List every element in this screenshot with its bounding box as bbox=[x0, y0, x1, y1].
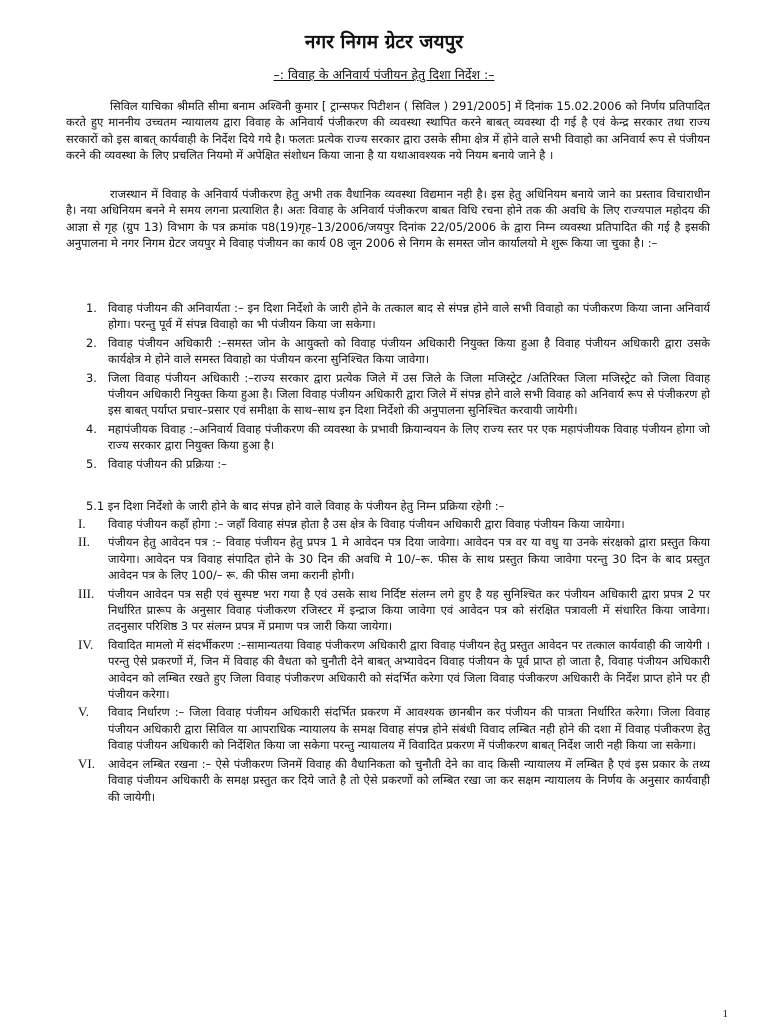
list-item-text: आवेदन लम्बित रखना :– ऐसे पंजीकरण जिनमें विवाह की वैधानिकता को चुनौती देने का वाद किसी न्यायालय में लम्बित है एवं इस प्रकार के तथ्य विवाह पंजीयन अधिकारी के समक्ष प्रस्तुत कर दिये जाते है तो ऐसे प्रकरणों को लम्बित रखा जा कर सक्षम न्यायालय के निर्णय के अनुसार कार्यवाही की जायेगी। bbox=[108, 756, 710, 804]
list-item-text: पंजीयन आवेदन पत्र सही एवं सुस्पष्ट भरा गया है एवं उसके साथ निर्दिष्ट संलग्न लगे हुए है यह सुनिश्चित कर पंजीयन अधिकारी द्वारा प्रपत्र 2 पर निर्धारित प्रारूप के अनुसार विवाह पंजीकरण रजिस्टर में इन्द्राज किया जावेगा एवं आवेदन पत्र को संरक्षित पत्रावली में संधारित किया जावेगा। तदनुसार परिशिष्ठ 3 पर संलग्न प्रपत्र में प्रमाण पत्र जारी किया जायेगा। bbox=[108, 586, 710, 634]
procedure-subheading: 5.1 इन दिशा निर्देशो के जारी होने के बाद संपन्न होने वाले विवाह के पंजीयन हेतु निम्न प्रक्रिया रहेगी :– bbox=[86, 499, 505, 513]
intro-paragraph-2: राजस्थान में विवाह के अनिवार्य पंजीकरण हेतु अभी तक वैधानिक व्यवस्था विद्यमान नही है। इस हेतु अधिनियम बनाये जाने का प्रस्ताव विचाराधीन है। नया अधिनियम बनने मे समय लगना प्रत्याशित है। अतः विवाह के अनिवार्य पंजीकरण बाबत विधि रचना होने तक की अवधि के लिए राज्यपाल महोदय की आज्ञा से गृह (ग्रुप 13) विभाग के पत्र क्रमांक प8(19)गृह–13/2006/जयपुर दिनांक 22/05/2006 के द्वारा निम्न व्यवस्था प्रतिपादित की गई है इसकी अनुपालना मे नगर निगम ग्रेटर जयपुर मे विवाह पंजीयन का कार्य 08 जून 2006 से निगम के समस्त जोन कार्यालयो मे शुरू किया जा चुका है। :– bbox=[66, 187, 710, 251]
list-item bbox=[78, 586, 710, 635]
list-item-text: विवाह पंजीयन अधिकारी :–समस्त जोन के आयुक्तो को विवाह पंजीयन अधिकारी नियुक्त किया हुआ है विवाह पंजीयन अधिकारी द्वारा उसके कार्यक्षेत्र मे होने वाले समस्त विवाहो का पंजीयन करना सुनिश्चित किया जावेगा। bbox=[108, 335, 710, 367]
page-title: नगर निगम ग्रेटर जयपुर bbox=[304, 31, 464, 53]
numbered-list bbox=[86, 300, 710, 472]
list-item-number: 4. bbox=[86, 421, 97, 436]
roman-list bbox=[78, 516, 710, 805]
list-item-text: विवाह पंजीयन की प्रक्रिया :– bbox=[108, 456, 227, 471]
list-item-number: I. bbox=[78, 516, 86, 531]
list-item bbox=[86, 300, 710, 333]
list-item-text: विवाह पंजीयन की अनिवार्यता :– इन दिशा निर्देशो के जारी होने के तत्काल बाद से संपन्न होने वाले सभी विवाहो का पंजीकरण किया जाना अनिवार्य होगा। परन्तु पूर्व में संपन्न विवाहो का भी पंजीयन किया जा सकेगा। bbox=[108, 301, 710, 332]
list-item bbox=[86, 421, 710, 454]
subtitle-text: –: विवाह के अनिवार्य पंजीयन हेतु दिशा निर्देश :– bbox=[273, 67, 495, 82]
list-item-number: III. bbox=[78, 585, 95, 601]
list-item-text: विवाद निर्धारण :– जिला विवाह पंजीयन अधिकारी संदर्भित प्रकरण में आवश्यक छानबीन कर पंजीयन की पात्रता निर्धारित करेगा। जिला विवाह पंजीयन अधिकारी द्वारा सिविल या आपराधिक न्यायालय के समक्ष विवाह संपन्न होने संबंधी विवाद लम्बित नही होने की दशा में विवाह पंजीकरण हेतु विवाह पंजीयन अधिकारी को निर्देशित किया जा सकेगा परन्तु न्यायालय में विवादित प्रकरण में पंजीकरण बाबत् निर्देश जारी नही किया जा सकेगा। bbox=[108, 705, 710, 753]
list-item-text: महापंजीयक विवाह :–अनिवार्य विवाह पंजीकरण की व्यवस्था के प्रभावी क्रियान्वयन के लिए राज्य स्तर पर एक महापंजीयक विवाह पंजीयन होगा जो राज्य सरकार द्वारा नियुक्त किया हुआ है। bbox=[108, 421, 710, 453]
list-item-number: IV. bbox=[78, 636, 94, 652]
list-item bbox=[78, 756, 710, 805]
document-subtitle bbox=[0, 66, 768, 83]
list-item-text: जिला विवाह पंजीयन अधिकारी :–राज्य सरकार द्वारा प्रत्येक जिले में उस जिले के जिला मजिस्ट्रेट /अतिरिक्त जिला मजिस्ट्रेट को जिला विवाह पंजीयन अधिकारी नियुक्त किया हुआ है। जिला विवाह पंजीयन अधिकारी द्वारा जिले में संपन्न होने वाले सभी विवाह को अनिवार्य रूप से पंजीकरण हो इस बाबत् पर्याप्त प्रचार–प्रसार एवं समीक्षा के साथ–साथ इन दिशा निर्देशो की अनुपालना सुनिश्चित करवायी जायेगी। bbox=[108, 370, 710, 418]
list-item-number: 3. bbox=[86, 370, 97, 385]
intro-paragraph-1: सिविल याचिका श्रीमति सीमा बनाम अश्विनी कुमार [ ट्रान्सफर पिटीशन ( सिविल ) 291/2005] में दिनांक 15.02.2006 को निर्णय प्रतिपादित करते हुए माननीय उच्चतम न्यायालय द्वारा विवाह के अनिवार्य पंजीकरण की व्यवस्था स्थापित करने बाबत् व्यवस्था दी गई है एवं केन्द्र सरकार तथा राज्य सरकारों को इस बाबत् कार्यवाही के निर्देश दिये गये है। फलतः प्रत्येक राज्य सरकार द्वारा उसके सीमा क्षेत्र में होने वाले सभी विवाहो का अनिवार्य रूप से पंजीयन करने की व्यवस्था के लिए प्रचलित नियमो में अपेक्षित संशोधन किया जाना है या यथाआवश्यक नये नियम बनाये जाने है । bbox=[66, 99, 710, 163]
list-item bbox=[86, 370, 710, 419]
list-item-number: VI. bbox=[78, 755, 95, 771]
list-item bbox=[78, 534, 710, 583]
list-item-number: 5. bbox=[86, 456, 97, 471]
list-item bbox=[78, 637, 710, 703]
list-item bbox=[86, 456, 710, 472]
list-item-number: V. bbox=[78, 704, 89, 720]
list-item bbox=[86, 335, 710, 368]
list-item bbox=[78, 704, 710, 753]
list-item-number: 2. bbox=[86, 335, 97, 350]
list-item-text: विवाह पंजीयन कहाँ होगा :– जहाँ विवाह संपन्न होता है उस क्षेत्र के विवाह पंजीयन अधिकारी द्वारा विवाह पंजीयन किया जायेगा। bbox=[108, 517, 625, 531]
list-item-number: II. bbox=[78, 534, 90, 550]
list-item-text: विवादित मामलो में संदर्भीकरण :–सामान्यतया विवाह पंजीकरण अधिकारी द्वारा विवाह पंजीयन हेतु प्रस्तुत आवेदन पर तत्काल कार्यवाही की जायेगी । परन्तु ऐसे प्रकरणों में, जिन में विवाह की वैधता को चुनौती देने बाबत् अभ्यावेदन विवाह पंजीयन के पूर्व प्राप्त हो जाता है, विवाह पंजीयन अधिकारी आवेदन को लम्बित रखते हुए जिला विवाह पंजीकरण अधिकारी को संदर्भित करेगा एवं जिला विवाह पंजीकरण अधिकारी के निर्देश प्राप्त होने पर ही पंजीयन करेगा। bbox=[108, 637, 710, 702]
list-item-number: 1. bbox=[86, 301, 97, 315]
list-item-text: पंजीयन हेतु आवेदन पत्र :– विवाह पंजीयन हेतु प्रपत्र 1 मे आवेदन पत्र दिया जावेगा। आवेदन पत्र वर या वधु या उनके संरक्षको द्वारा प्रस्तुत किया जायेगा। आवेदन पत्र विवाह संपादित होने के 30 दिन की अवधि मे 10/–रू. फीस के साथ प्रस्तुत किया जावेगा परन्तु 30 दिन के बाद प्रस्तुत आवेदन पत्र के लिए 100/– रू. की फीस जमा करानी होगी। bbox=[108, 535, 710, 583]
list-item bbox=[78, 516, 710, 532]
page-number: 1 bbox=[722, 1008, 728, 1020]
